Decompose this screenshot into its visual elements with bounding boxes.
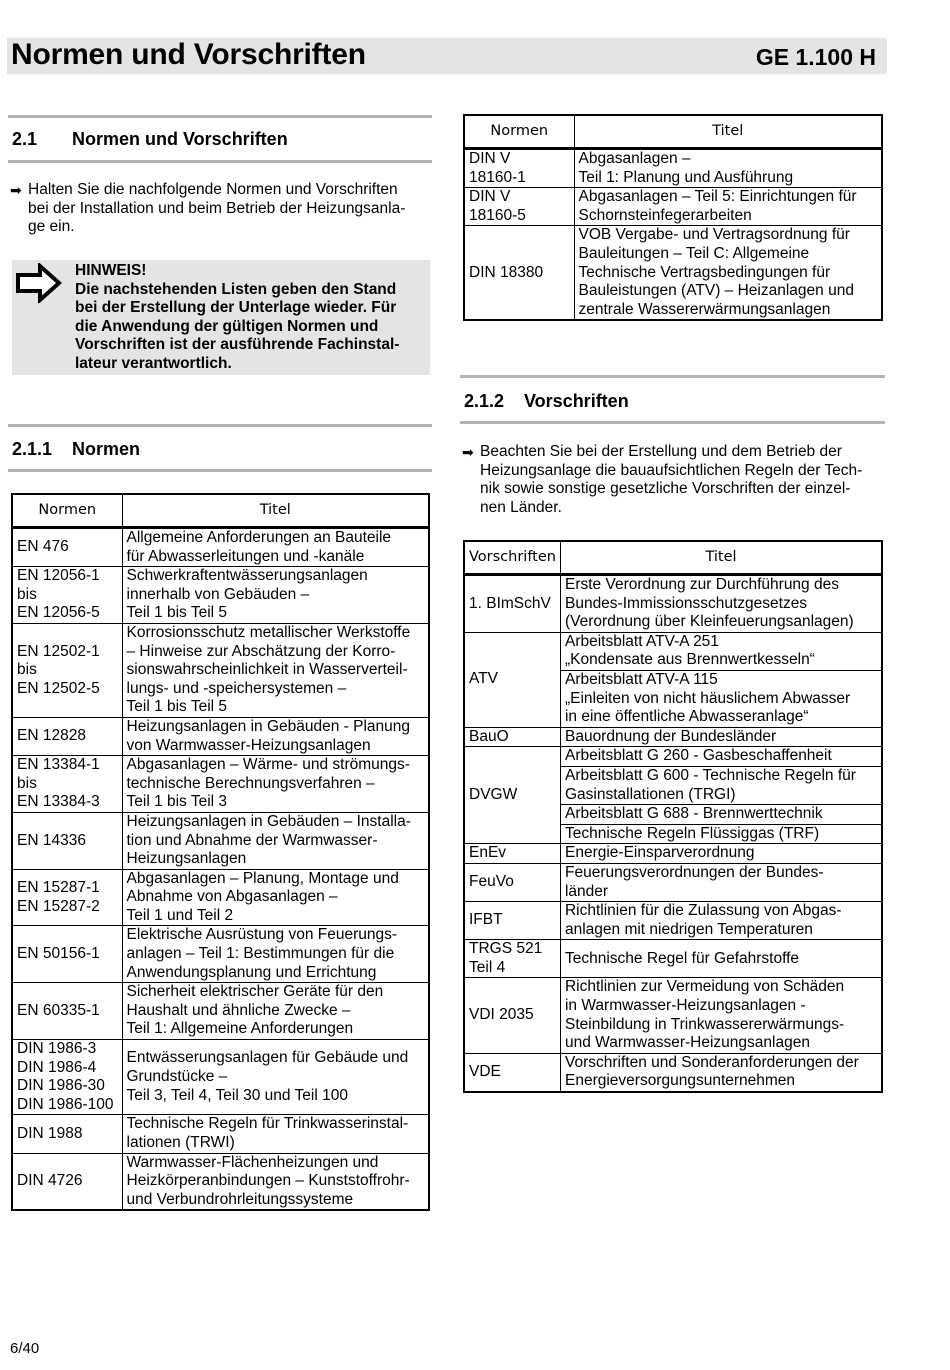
section-rule <box>460 375 885 378</box>
table-row <box>464 1053 882 1092</box>
table-row <box>12 1115 429 1153</box>
column-header: Titel <box>122 494 429 528</box>
title-cell: Warmwasser-Flächenheizungen und Heizkörperanbindungen – Kunststoffrohr- und Verbundrohrleitungssysteme <box>122 1153 429 1210</box>
table-row <box>464 844 882 864</box>
section-2-1-1-heading <box>12 438 140 460</box>
table-row <box>464 940 882 978</box>
table-row <box>12 717 429 755</box>
section-rule <box>8 160 432 163</box>
table-row <box>464 863 882 901</box>
normen-table <box>11 493 430 1211</box>
title-cell: Schwerkraftentwässerungsanlagen innerhalb von Gebäuden – Teil 1 bis Teil 5 <box>122 567 429 624</box>
table-row <box>464 149 882 188</box>
table-row <box>12 812 429 869</box>
table-row <box>12 1153 429 1210</box>
regulation-cell: VDE <box>464 1053 560 1092</box>
title-cell: Technische Regeln Flüssiggas (TRF) <box>560 824 882 844</box>
table-row <box>464 727 882 747</box>
title-cell: Technische Regeln für Trinkwasserinstal- lationen (TRWI) <box>122 1115 429 1153</box>
table-row <box>464 632 882 670</box>
column-header: Titel <box>574 115 882 149</box>
norm-cell: EN 14336 <box>12 812 122 869</box>
title-cell: Energie-Einsparverordnung <box>560 844 882 864</box>
vorschriften-table <box>463 540 883 1093</box>
title-cell: Arbeitsblatt G 260 - Gasbeschaffenheit <box>560 747 882 767</box>
norm-cell: EN 50156-1 <box>12 926 122 983</box>
title-cell: Vorschriften und Sonderanforderungen der Energieversorgungsunternehmen <box>560 1053 882 1092</box>
title-cell: Arbeitsblatt G 688 - Brennwerttechnik <box>560 805 882 825</box>
norm-cell: DIN 18380 <box>464 226 574 320</box>
table-row <box>464 978 882 1053</box>
regulation-cell: TRGS 521 Teil 4 <box>464 940 560 978</box>
norm-cell: EN 13384-1 bis EN 13384-3 <box>12 756 122 813</box>
section-rule <box>8 469 432 472</box>
regulation-cell: 1. BImSchV <box>464 575 560 633</box>
regulation-cell: EnEv <box>464 844 560 864</box>
norm-cell: DIN V 18160-5 <box>464 188 574 226</box>
table-row <box>464 226 882 320</box>
norm-cell: DIN V 18160-1 <box>464 149 574 188</box>
intro-text: Halten Sie die nachfolgende Normen und Vorschriften bei der Installation und beim Betrieb der Heizungsanla- ge ein. <box>28 181 406 235</box>
table-row <box>12 623 429 717</box>
section-rule <box>8 424 432 427</box>
norm-cell: EN 12502-1 bis EN 12502-5 <box>12 623 122 717</box>
intro-bullet <box>10 181 430 237</box>
title-cell: Entwässerungsanlagen für Gebäude und Grundstücke – Teil 3, Teil 4, Teil 30 und Teil 100 <box>122 1040 429 1115</box>
column-header: Vorschriften <box>464 541 560 575</box>
table-row <box>464 188 882 226</box>
title-cell: Arbeitsblatt ATV-A 251 „Kondensate aus Brennwertkesseln“ <box>560 632 882 670</box>
title-cell: Korrosionsschutz metallischer Werkstoffe – Hinweise zur Abschätzung der Korro- sionswahrscheinlichkeit in Wasserverteil- lungs- und -speichersystemen – Teil 1 bis Teil 5 <box>122 623 429 717</box>
section-title: Normen <box>72 439 141 459</box>
table-row <box>464 575 882 633</box>
section-2-1-heading <box>12 128 288 150</box>
title-cell: Abgasanlagen – Teil 5: Einrichtungen für Schornsteinfegerarbeiten <box>574 188 882 226</box>
vorschriften-text: Beachten Sie bei der Erstellung und dem Betrieb der Heizungsanlage die bauaufsichtlichen Regeln der Tech- nik sowie sonstige gesetzliche Vorschriften der einzel- nen Länder. <box>480 443 863 516</box>
table-row <box>464 747 882 767</box>
section-number: 2.1.1 <box>12 439 53 459</box>
vorschriften-bullet <box>462 443 882 517</box>
regulation-cell: BauO <box>464 727 560 747</box>
arrow-right-filled-icon: ➡ <box>10 182 22 198</box>
title-cell: Elektrische Ausrüstung von Feuerungs- anlagen – Teil 1: Bestimmungen für die Anwendungsplanung und Errichtung <box>122 926 429 983</box>
regulation-cell: DVGW <box>464 747 560 844</box>
column-header: Normen <box>464 115 574 149</box>
norm-cell: EN 15287-1 EN 15287-2 <box>12 869 122 926</box>
table-row <box>12 756 429 813</box>
title-cell: Heizungsanlagen in Gebäuden - Planung von Warmwasser-Heizungsanlagen <box>122 717 429 755</box>
title-cell: Erste Verordnung zur Durchführung des Bundes-Immissionsschutzgesetzes (Verordnung über Kleinfeuerungsanlagen) <box>560 575 882 633</box>
table-row <box>12 567 429 624</box>
title-cell: Sicherheit elektrischer Geräte für den Haushalt und ähnliche Zwecke – Teil 1: Allgemeine Anforderungen <box>122 983 429 1040</box>
norm-cell: EN 476 <box>12 528 122 567</box>
note-label: HINWEIS! <box>75 262 147 279</box>
din-table <box>463 114 883 321</box>
document-code: GE 1.100 H <box>755 44 876 70</box>
column-header: Normen <box>12 494 122 528</box>
table-row <box>464 902 882 940</box>
regulation-cell: ATV <box>464 632 560 727</box>
title-cell: Abgasanlagen – Wärme- und strömungs- technische Berechnungsverfahren – Teil 1 bis Teil 3 <box>122 756 429 813</box>
title-cell: VOB Vergabe- und Vertragsordnung für Bauleitungen – Teil C: Allgemeine Technische Vertragsbedingungen für Bauleistungen (ATV) – Heizanlagen und zentrale Wassererwärmungsanlagen <box>574 226 882 320</box>
table-row <box>12 869 429 926</box>
title-cell: Bauordnung der Bundesländer <box>560 727 882 747</box>
title-cell: Arbeitsblatt G 600 - Technische Regeln für Gasinstallationen (TRGI) <box>560 766 882 804</box>
section-number: 2.1.2 <box>464 391 505 411</box>
note-text: HINWEIS! Die nachstehenden Listen geben den Stand bei der Erstellung der Unterlage wieder. Für die Anwendung der gültigen Normen und Vorschriften ist der ausführende Fachinstal- lateur verantwortlich. <box>75 262 420 374</box>
norm-cell: DIN 1986-3 DIN 1986-4 DIN 1986-30 DIN 1986-100 <box>12 1040 122 1115</box>
section-number: 2.1 <box>12 129 38 149</box>
title-cell: Richtlinien für die Zulassung von Abgas- anlagen mit niedrigen Temperaturen <box>560 902 882 940</box>
section-title: Vorschriften <box>524 391 629 411</box>
table-row <box>12 926 429 983</box>
arrow-right-outline-icon <box>16 263 62 303</box>
table-row <box>12 983 429 1040</box>
title-cell: Richtlinien zur Vermeidung von Schäden in Warmwasser-Heizungsanlagen - Steinbildung in Trinkwassererwärmungs- und Warmwasser-Heizungsanlagen <box>560 978 882 1053</box>
title-cell: Technische Regel für Gefahrstoffe <box>560 940 882 978</box>
section-rule <box>8 115 432 118</box>
section-rule <box>460 421 885 424</box>
norm-cell: DIN 4726 <box>12 1153 122 1210</box>
page-title: Normen und Vorschriften <box>11 38 366 71</box>
title-cell: Abgasanlagen – Planung, Montage und Abnahme von Abgasanlagen – Teil 1 und Teil 2 <box>122 869 429 926</box>
section-title: Normen und Vorschriften <box>72 129 288 149</box>
table-row <box>12 528 429 567</box>
norm-cell: EN 60335-1 <box>12 983 122 1040</box>
section-2-1-2-heading <box>464 390 629 412</box>
title-cell: Abgasanlagen – Teil 1: Planung und Ausführung <box>574 149 882 188</box>
column-header: Titel <box>560 541 882 575</box>
regulation-cell: VDI 2035 <box>464 978 560 1053</box>
title-cell: Arbeitsblatt ATV-A 115 „Einleiten von nicht häuslichem Abwasser in eine öffentliche Abwasseranlage“ <box>560 670 882 727</box>
norm-cell: EN 12056-1 bis EN 12056-5 <box>12 567 122 624</box>
norm-cell: DIN 1988 <box>12 1115 122 1153</box>
arrow-right-filled-icon: ➡ <box>462 444 474 460</box>
regulation-cell: IFBT <box>464 902 560 940</box>
norm-cell: EN 12828 <box>12 717 122 755</box>
title-cell: Allgemeine Anforderungen an Bauteile für Abwasserleitungen und -kanäle <box>122 528 429 567</box>
table-row <box>12 1040 429 1115</box>
regulation-cell: FeuVo <box>464 863 560 901</box>
title-cell: Heizungsanlagen in Gebäuden – Installa- tion und Abnahme der Warmwasser- Heizungsanlagen <box>122 812 429 869</box>
title-cell: Feuerungsverordnungen der Bundes- länder <box>560 863 882 901</box>
page-number: 6/40 <box>10 1340 40 1357</box>
